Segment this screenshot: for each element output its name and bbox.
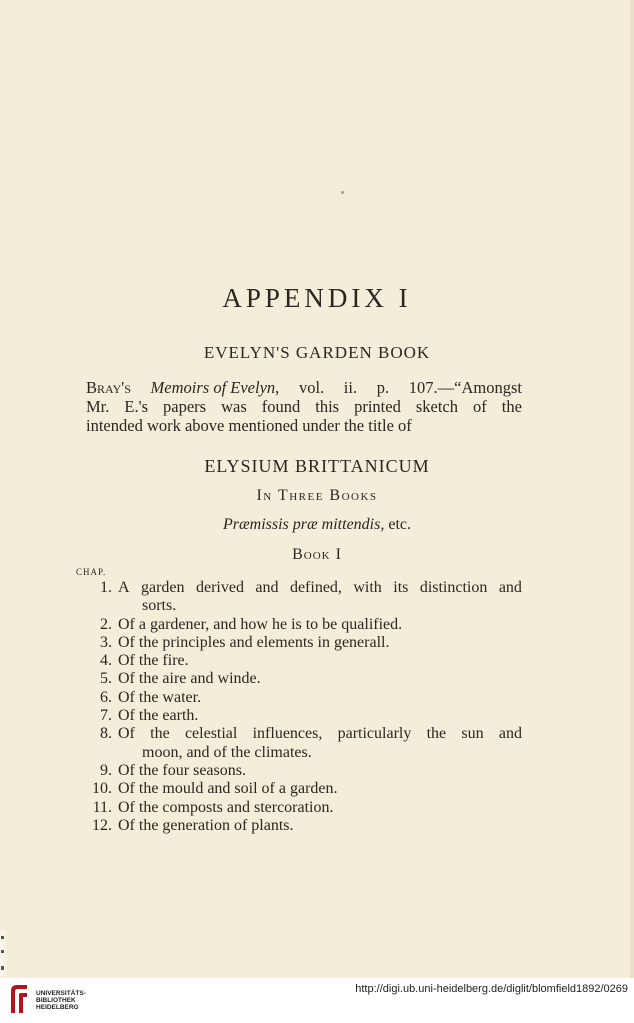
appendix-title: APPENDIX I	[222, 283, 412, 313]
books-label: In Three Books	[256, 487, 378, 504]
intro-word: sketch	[415, 397, 458, 416]
chapter-word: garden	[141, 579, 185, 596]
chapter-word: and	[498, 579, 522, 596]
list-item	[74, 689, 522, 707]
chapter-number: 2.	[100, 615, 112, 633]
intro-line-2	[86, 397, 522, 416]
library-name	[36, 990, 86, 1011]
chapter-number: 11.	[92, 798, 112, 816]
chapter-number: 12.	[92, 816, 112, 834]
chapter-word: celestial	[184, 725, 238, 743]
list-item	[74, 725, 522, 762]
intro-line-1	[86, 378, 522, 397]
intro-word: Bray's	[86, 378, 131, 397]
chapter-number: 10.	[92, 780, 112, 798]
chapter-line	[118, 579, 522, 597]
paper-speck	[341, 191, 344, 194]
chapter-line	[118, 725, 522, 743]
chapter-text: Of the four seasons.	[118, 761, 246, 779]
chapter-word: and	[498, 725, 522, 743]
intro-word: Mr.	[86, 397, 110, 416]
intro-word: papers	[163, 397, 207, 416]
intro-word: ii.	[343, 378, 358, 397]
chapter-list	[74, 579, 522, 835]
appendix-subtitle: EVELYN'S GARDEN BOOK	[203, 343, 431, 362]
chapter-continuation: sorts.	[142, 597, 177, 615]
chapter-number: 7.	[100, 707, 112, 725]
library-line: HEIDELBERG	[36, 1004, 79, 1011]
chapter-number: 5.	[100, 670, 112, 688]
library-logo-icon[interactable]	[8, 983, 30, 1015]
intro-paragraph	[86, 378, 522, 435]
library-line: BIBLIOTHEK	[36, 997, 76, 1004]
chapter-word: its	[393, 579, 409, 596]
work-heading: ELYSIUM BRITTANICUM	[204, 456, 430, 476]
chapter-word: Of	[118, 725, 135, 743]
intro-word: p.	[376, 378, 390, 397]
list-item	[74, 616, 522, 634]
list-item	[74, 762, 522, 780]
chapter-text: Of the fire.	[118, 652, 189, 670]
chapter-word: the	[426, 725, 447, 743]
chapter-text: Of the composts and stercoration.	[118, 798, 334, 816]
intro-line-3: intended work above mentioned under the title of	[86, 416, 412, 435]
chapter-number: 4.	[100, 652, 112, 670]
intro-book-title: Memoirs of Evelyn,	[150, 378, 280, 397]
chapter-text: Of the aire and winde.	[118, 670, 261, 688]
intro-word: printed	[354, 397, 401, 416]
intro-word: of	[473, 397, 487, 416]
chapter-word: influences,	[252, 725, 323, 743]
intro-word: found	[261, 397, 301, 416]
chapter-word: the	[150, 725, 170, 743]
chapter-continuation: moon, and of the climates.	[142, 743, 312, 761]
list-item	[74, 652, 522, 670]
intro-word: the	[501, 397, 522, 416]
list-item	[74, 707, 522, 725]
chapter-text: Of the generation of plants.	[118, 816, 294, 834]
intro-word: this	[315, 397, 340, 416]
scan-ruler	[0, 930, 6, 976]
list-item	[74, 579, 522, 616]
list-item	[74, 780, 522, 798]
intro-word: E.'s	[124, 397, 148, 416]
chapter-text: Of the earth.	[118, 707, 199, 725]
motto	[0, 516, 634, 534]
intro-word: was	[221, 397, 247, 416]
intro-word: 107.—“Amongst	[408, 378, 522, 397]
chapter-word: particularly	[337, 725, 412, 743]
intro-word: vol.	[298, 378, 325, 397]
chapter-word: derived	[195, 579, 244, 596]
chapter-text: Of the mould and soil of a garden.	[118, 780, 338, 798]
list-item	[74, 817, 522, 835]
list-item	[74, 799, 522, 817]
chapter-text: Of the principles and elements in generall.	[118, 633, 390, 651]
chapter-number: 9.	[100, 761, 112, 779]
motto-italic: Præmissis præ mittendis,	[222, 516, 385, 533]
chapter-text: Of the water.	[118, 688, 202, 706]
chapter-text: Of a gardener, and how he is to be qualified.	[118, 615, 403, 633]
motto-end: etc.	[388, 516, 411, 533]
book-label: Book I	[292, 546, 342, 563]
chapter-word: with	[353, 579, 382, 596]
chapter-number: 3.	[100, 633, 112, 651]
list-item	[74, 634, 522, 652]
chapter-word: and	[255, 579, 279, 596]
chapter-word: A	[118, 579, 130, 596]
chapter-word: sun	[461, 725, 484, 743]
source-url-link[interactable]: http://digi.ub.uni-heidelberg.de/diglit/blomfield1892/0269	[355, 983, 628, 995]
chapter-word: defined,	[289, 579, 342, 596]
chapter-number: 8.	[100, 725, 112, 743]
chapter-word: distinction	[419, 579, 488, 596]
list-item	[74, 670, 522, 688]
library-line: UNIVERSITÄTS-	[36, 990, 86, 997]
chapter-number: 1.	[100, 579, 112, 596]
chap-label: CHAP.	[76, 567, 107, 577]
chapter-number: 6.	[100, 688, 112, 706]
